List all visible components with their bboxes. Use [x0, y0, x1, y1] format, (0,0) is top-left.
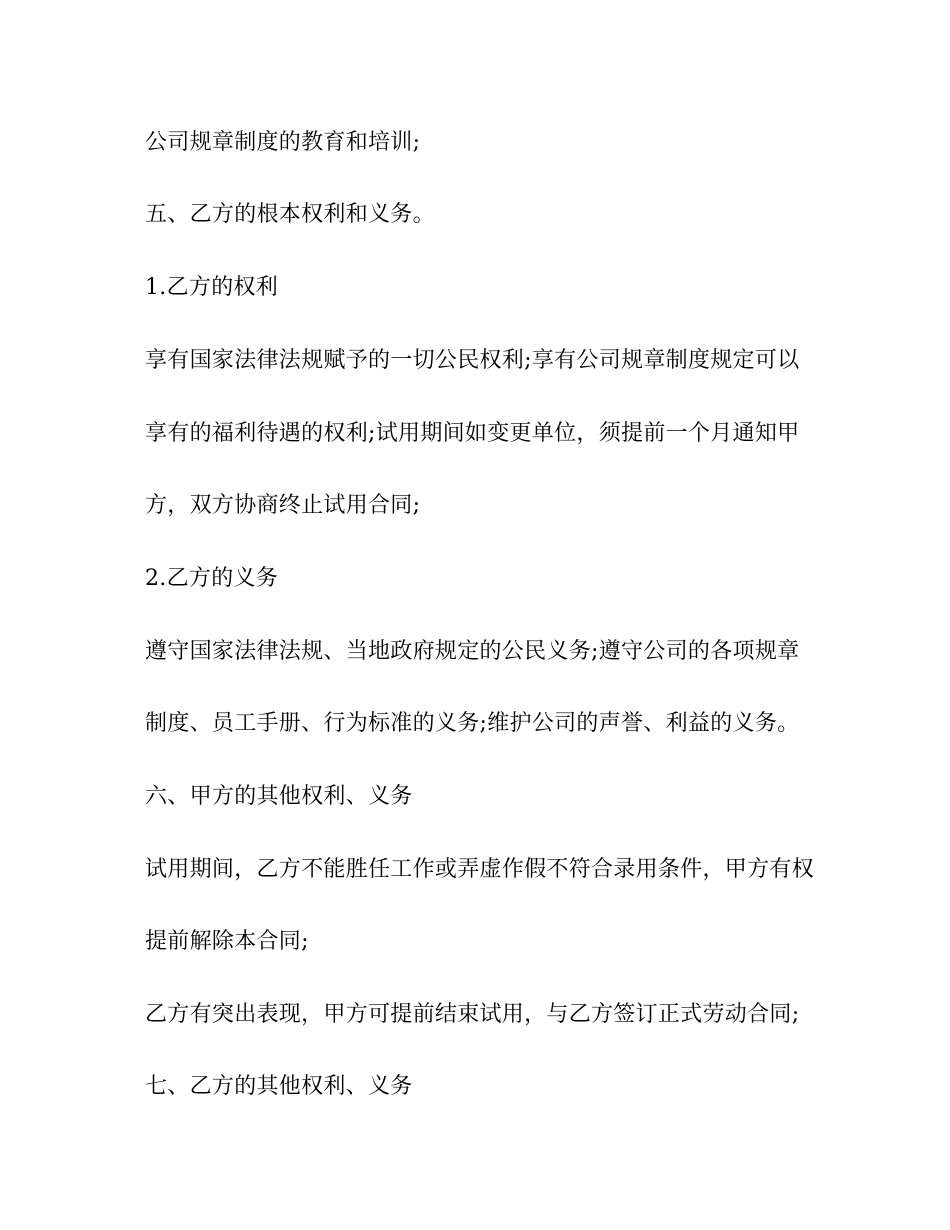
text-line: 享有国家法律法规赋予的一切公民权利;享有公司规章制度规定可以	[145, 348, 800, 373]
section-heading: 六、甲方的其他权利、义务	[145, 784, 413, 809]
text-line: 试用期间，乙方不能胜任工作或弄虚作假不符合录用条件，甲方有权	[145, 857, 815, 882]
text-line: 方，双方协商终止试用合同;	[145, 493, 421, 518]
subsection-heading: 2.乙方的义务	[145, 566, 279, 591]
text-line: 提前解除本合同;	[145, 929, 309, 954]
text-line: 制度、员工手册、行为标准的义务;维护公司的声誉、利益的义务。	[145, 711, 800, 736]
section-heading: 七、乙方的其他权利、义务	[145, 1074, 413, 1099]
text-line: 乙方有突出表现，甲方可提前结束试用，与乙方签订正式劳动合同;	[145, 1002, 800, 1027]
subsection-heading: 1.乙方的权利	[145, 275, 279, 300]
text-line: 享有的福利待遇的权利;试用期间如变更单位，须提前一个月通知甲	[145, 421, 800, 446]
text-line: 遵守国家法律法规、当地政府规定的公民义务;遵守公司的各项规章	[145, 639, 800, 664]
section-heading: 五、乙方的根本权利和义务。	[145, 202, 435, 227]
text-line: 公司规章制度的教育和培训;	[145, 130, 421, 155]
